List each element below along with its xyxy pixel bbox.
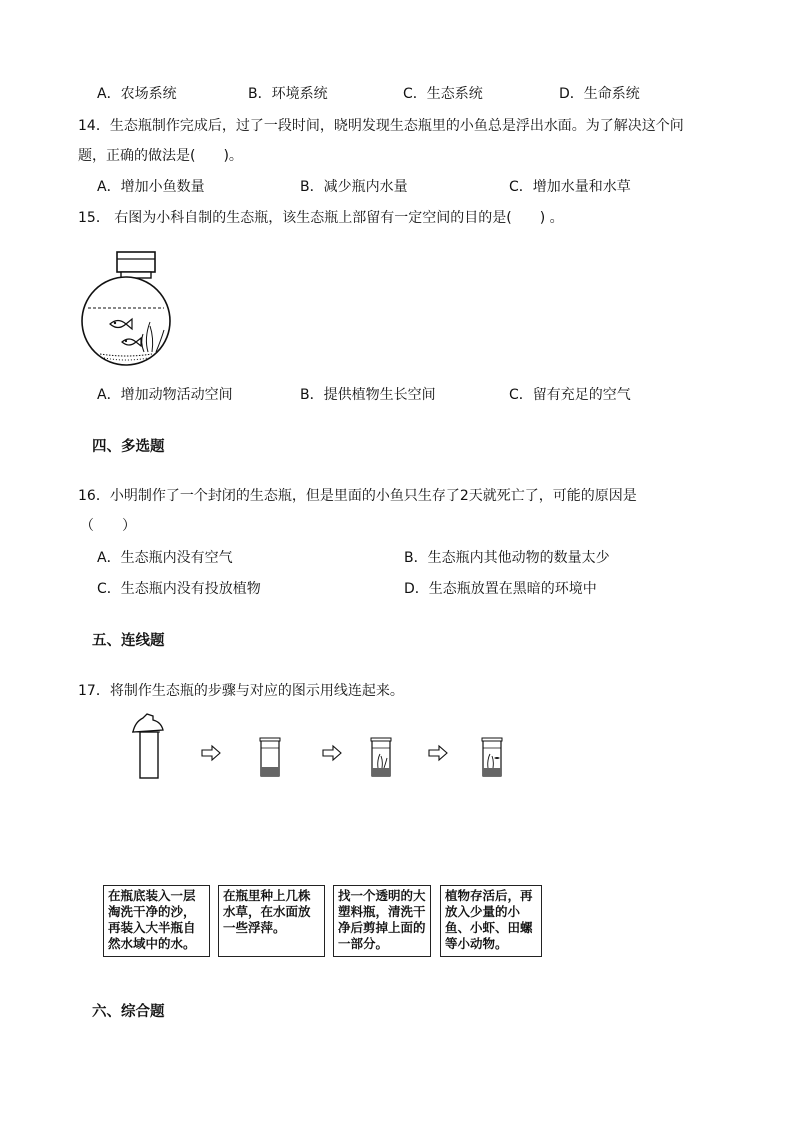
q17-question: 17．将制作生态瓶的步骤与对应的图示用线连起来。 [78, 683, 404, 699]
section-heading-4: 四、多选题 [92, 439, 165, 455]
step-illustrations [120, 710, 520, 785]
q16-option-d[interactable]: D．生态瓶放置在黑暗的环境中 [404, 581, 597, 597]
jar-plants-icon [371, 738, 391, 776]
q16-question-line2: （ ） [80, 518, 136, 534]
q15-option-a[interactable]: A．增加动物活动空间 [97, 387, 233, 403]
q15-option-b[interactable]: B．提供植物生长空间 [300, 387, 436, 403]
section-heading-6: 六、综合题 [92, 1004, 165, 1020]
q14-option-a[interactable]: A．增加小鱼数量 [97, 179, 205, 195]
jar-plants-animals-icon [482, 738, 502, 776]
arrow-right-icon [323, 746, 341, 760]
jar-sand-water-icon [260, 738, 280, 776]
q16-question-line1: 16．小明制作了一个封闭的生态瓶，但是里面的小鱼只生存了2天就死亡了，可能的原因是 [78, 488, 637, 504]
q14-question-line2: 题，正确的做法是( )。 [78, 148, 243, 164]
q16-option-b[interactable]: B．生态瓶内其他动物的数量太少 [404, 550, 610, 566]
step-box-4[interactable]: 植物存活后，再放入少量的小鱼、小虾、田螺等小动物。 [440, 885, 542, 957]
q15-question: 15． 右图为小科自制的生态瓶，该生态瓶上部留有一定空间的目的是( ) 。 [78, 210, 564, 226]
step-box-1[interactable]: 在瓶底装入一层淘洗干净的沙，再装入大半瓶自然水域中的水。 [103, 885, 210, 957]
arrow-right-icon [202, 746, 220, 760]
arrow-right-icon [429, 746, 447, 760]
cut-bottle-icon [132, 714, 163, 778]
q16-option-c[interactable]: C．生态瓶内没有投放植物 [97, 581, 261, 597]
q14-option-b[interactable]: B．减少瓶内水量 [300, 179, 408, 195]
step-box-2[interactable]: 在瓶里种上几株水草，在水面放一些浮萍。 [218, 885, 325, 957]
q13-option-d[interactable]: D．生命系统 [559, 86, 640, 102]
section-heading-5: 五、连线题 [92, 633, 165, 649]
q14-question-line1: 14．生态瓶制作完成后，过了一段时间，晓明发现生态瓶里的小鱼总是浮出水面。为了解决这个问 [78, 118, 684, 134]
q13-option-b[interactable]: B．环境系统 [248, 86, 328, 102]
eco-bottle-image [80, 248, 180, 368]
q13-option-c[interactable]: C．生态系统 [403, 86, 483, 102]
q15-option-c[interactable]: C．留有充足的空气 [509, 387, 631, 403]
q13-option-a[interactable]: A．农场系统 [97, 86, 177, 102]
q14-option-c[interactable]: C．增加水量和水草 [509, 179, 631, 195]
step-box-3[interactable]: 找一个透明的大塑料瓶，清洗干净后剪掉上面的一部分。 [333, 885, 431, 957]
q16-option-a[interactable]: A．生态瓶内没有空气 [97, 550, 233, 566]
